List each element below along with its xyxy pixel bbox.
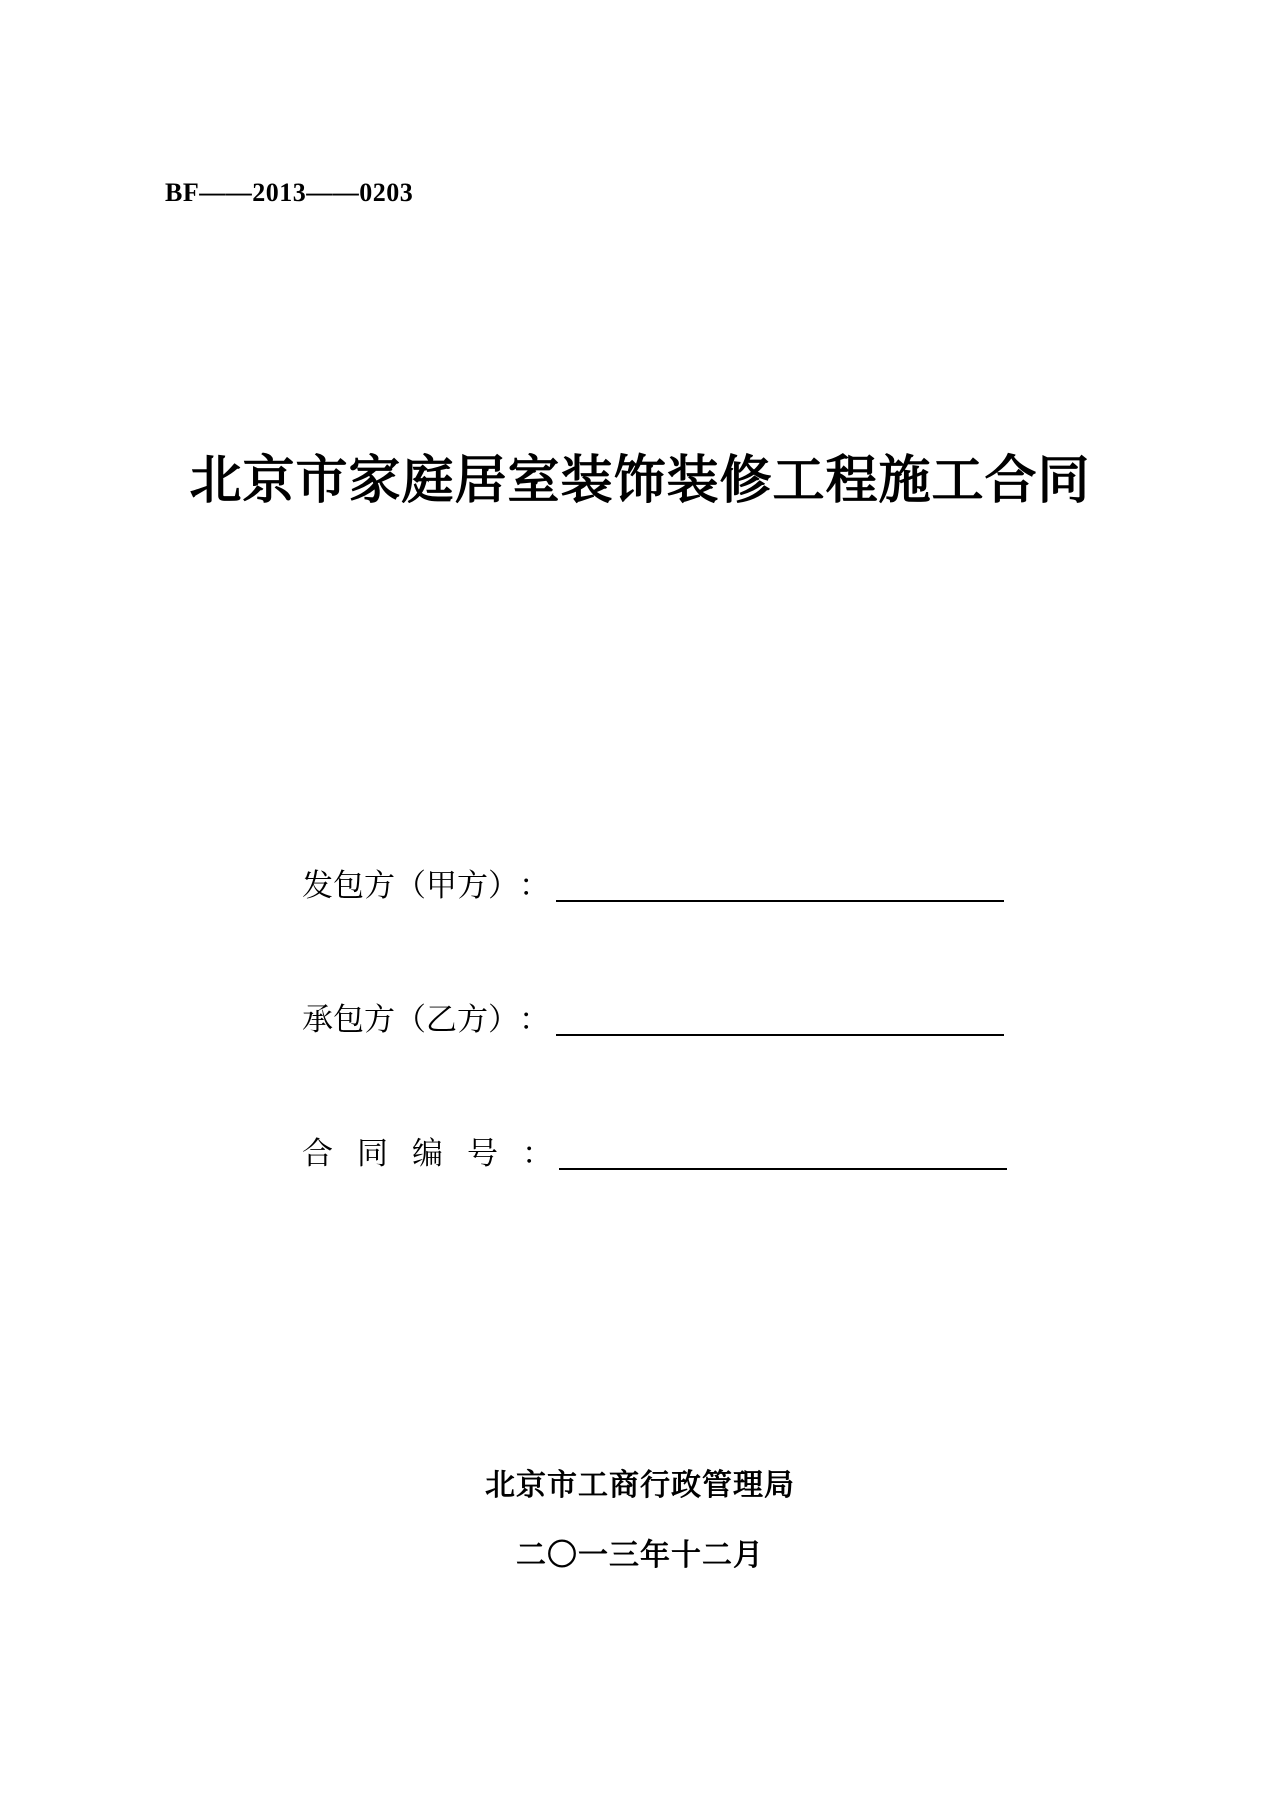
party-a-blank-line[interactable] (556, 860, 1004, 902)
issuing-authority: 北京市工商行政管理局 (485, 1468, 795, 1503)
contract-number-blank-line[interactable] (559, 1128, 1007, 1170)
party-b-blank-line[interactable] (556, 994, 1004, 1036)
party-b-label: 承包方（乙方） (302, 1002, 519, 1038)
contract-number-label: 合同编号 (302, 1136, 522, 1172)
contract-number-colon: ： (522, 1136, 553, 1172)
issue-date: 二〇一三年十二月 (516, 1538, 764, 1573)
party-a-label: 发包方（甲方） (302, 868, 519, 904)
page-title: 北京市家庭居室装饰装修工程施工合同 (189, 451, 1091, 511)
party-b-colon: ： (519, 1002, 550, 1038)
document-code: BF——2013——0203 (165, 178, 414, 207)
party-a-colon: ： (519, 868, 550, 904)
field-row-party-b (302, 990, 1004, 1040)
field-row-party-a (302, 856, 1004, 906)
field-row-contract-number (302, 1124, 1007, 1174)
